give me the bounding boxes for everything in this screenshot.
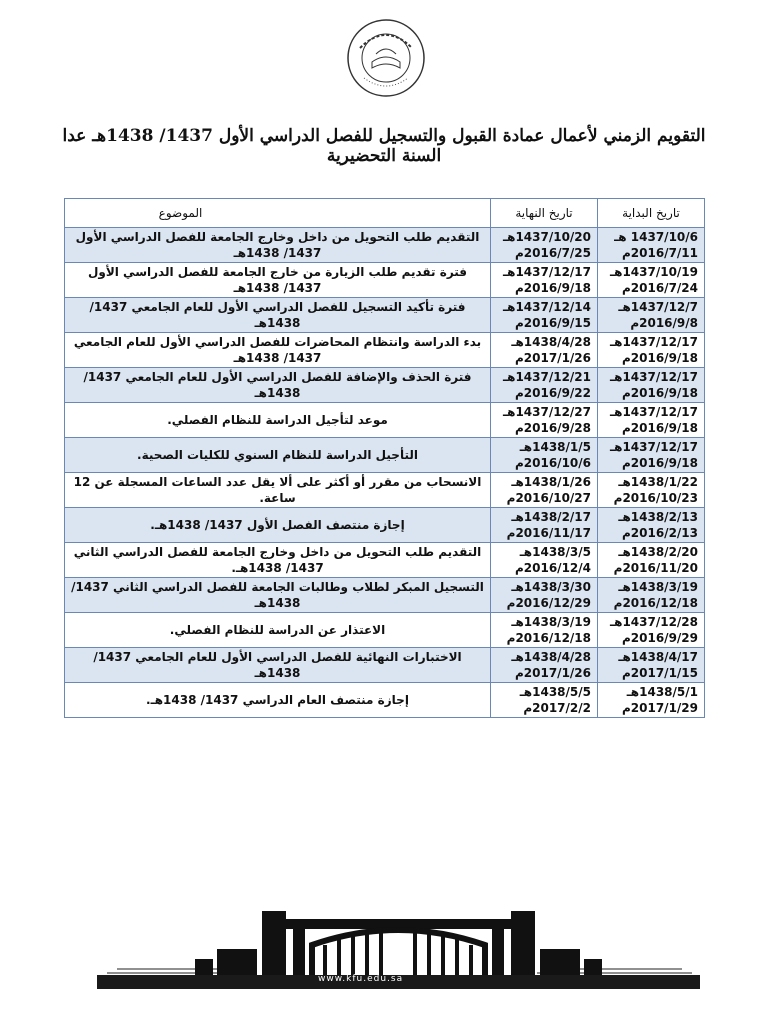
end-date-cell: 1438/4/28هـ 2017/1/26م	[491, 648, 598, 683]
subject-cell: إجازة منتصف العام الدراسي 1437/ 1438هـ.	[65, 683, 491, 718]
subject-cell: التسجيل المبكر لطلاب وطالبات الجامعة للفصل الدراسي الثاني 1437/ 1438هـ	[65, 578, 491, 613]
end-date-cell: 1437/12/17هـ 2016/9/18م	[491, 263, 598, 298]
end-date-cell: 1437/12/21هـ 2016/9/22م	[491, 368, 598, 403]
start-date-cell: 1437/12/28هـ 2016/9/29م	[598, 613, 705, 648]
end-date-cell: 1438/1/26هـ 2016/10/27م	[491, 473, 598, 508]
subject-cell: التأجيل الدراسة للنظام السنوي للكليات الصحية.	[65, 438, 491, 473]
start-date-cell: 1438/5/1هـ 2017/1/29م	[598, 683, 705, 718]
start-date-cell: 1438/3/19هـ 2016/12/18م	[598, 578, 705, 613]
table-row	[65, 403, 705, 438]
start-date-cell: 1437/10/19هـ 2016/7/24م	[598, 263, 705, 298]
start-date-cell: 1437/12/17هـ 2016/9/18م	[598, 333, 705, 368]
end-date-cell: 1438/4/28هـ 2017/1/26م	[491, 333, 598, 368]
page-title: التقويم الزمني لأعمال عمادة القبول والتسجيل للفصل الدراسي الأول 1437/ 1438هـ عدا السنة التحضيرية	[62, 126, 706, 166]
table-row	[65, 228, 705, 263]
table-row	[65, 263, 705, 298]
start-date-cell: 1437/12/7هـ 2016/9/8م	[598, 298, 705, 333]
end-date-cell: 1437/12/27هـ 2016/9/28م	[491, 403, 598, 438]
table-row	[65, 508, 705, 543]
subject-cell: فترة تأكيد التسجيل للفصل الدراسي الأول للعام الجامعي 1437/ 1438هـ	[65, 298, 491, 333]
table-row	[65, 613, 705, 648]
end-date-cell: 1438/3/30هـ 2016/12/29م	[491, 578, 598, 613]
subject-cell: إجازة منتصف الفصل الأول 1437/ 1438هـ.	[65, 508, 491, 543]
subject-cell: الاختبارات النهائية للفصل الدراسي الأول للعام الجامعي 1437/ 1438هـ	[65, 648, 491, 683]
subject-cell: الاعتذار عن الدراسة للنظام الفصلي.	[65, 613, 491, 648]
table-row	[65, 333, 705, 368]
university-logo-icon	[346, 18, 426, 98]
table-row	[65, 368, 705, 403]
end-date-cell: 1438/1/5هـ 2016/10/6م	[491, 438, 598, 473]
end-date-cell: 1437/12/14هـ 2016/9/15م	[491, 298, 598, 333]
table-row	[65, 438, 705, 473]
calendar-table	[64, 198, 705, 718]
header-end-date: تاريخ النهاية	[491, 199, 598, 228]
start-date-cell: 1438/2/20هـ 2016/11/20م	[598, 543, 705, 578]
table-row	[65, 298, 705, 333]
end-date-cell: 1438/3/5هـ 2016/12/4م	[491, 543, 598, 578]
end-date-cell: 1438/2/17هـ 2016/11/17م	[491, 508, 598, 543]
header-subject: الموضوع	[65, 199, 491, 228]
subject-cell: بدء الدراسة وانتظام المحاضرات للفصل الدراسي الأول للعام الجامعي 1437/ 1438هـ	[65, 333, 491, 368]
subject-cell: الانسحاب من مقرر أو أكثر على ألا يقل عدد الساعات المسجلة عن 12 ساعة.	[65, 473, 491, 508]
subject-cell: التقديم طلب التحويل من داخل وخارج الجامعة للفصل الدراسي الثاني 1437/ 1438هـ.	[65, 543, 491, 578]
end-date-cell: 1437/10/20هـ 2016/7/25م	[491, 228, 598, 263]
table-row	[65, 543, 705, 578]
table-row	[65, 683, 705, 718]
end-date-cell: 1438/5/5هـ 2017/2/2م	[491, 683, 598, 718]
subject-cell: فترة الحذف والإضافة للفصل الدراسي الأول للعام الجامعي 1437/ 1438هـ	[65, 368, 491, 403]
start-date-cell: 1437/12/17هـ 2016/9/18م	[598, 403, 705, 438]
start-date-cell: 1437/12/17هـ 2016/9/18م	[598, 368, 705, 403]
footer-url: www.kfu.edu.sa	[318, 974, 404, 984]
start-date-cell: 1437/12/17هـ 2016/9/18م	[598, 438, 705, 473]
table-header-row	[65, 199, 705, 228]
start-date-cell: 1438/2/13هـ 2016/2/13م	[598, 508, 705, 543]
start-date-cell: 1438/4/17هـ 2017/1/15م	[598, 648, 705, 683]
subject-cell: موعد لتأجيل الدراسة للنظام الفصلي.	[65, 403, 491, 438]
table-row	[65, 473, 705, 508]
start-date-cell: 1438/1/22هـ 2016/10/23م	[598, 473, 705, 508]
table-row	[65, 648, 705, 683]
start-date-cell: 1437/10/6 هـ 2016/7/11م	[598, 228, 705, 263]
subject-cell: فترة تقديم طلب الزيارة من خارج الجامعة للفصل الدراسي الأول 1437/ 1438هـ	[65, 263, 491, 298]
table-row	[65, 578, 705, 613]
end-date-cell: 1438/3/19هـ 2016/12/18م	[491, 613, 598, 648]
header-start-date: تاريخ البداية	[598, 199, 705, 228]
subject-cell: التقديم طلب التحويل من داخل وخارج الجامعة للفصل الدراسي الأول 1437/ 1438هـ	[65, 228, 491, 263]
